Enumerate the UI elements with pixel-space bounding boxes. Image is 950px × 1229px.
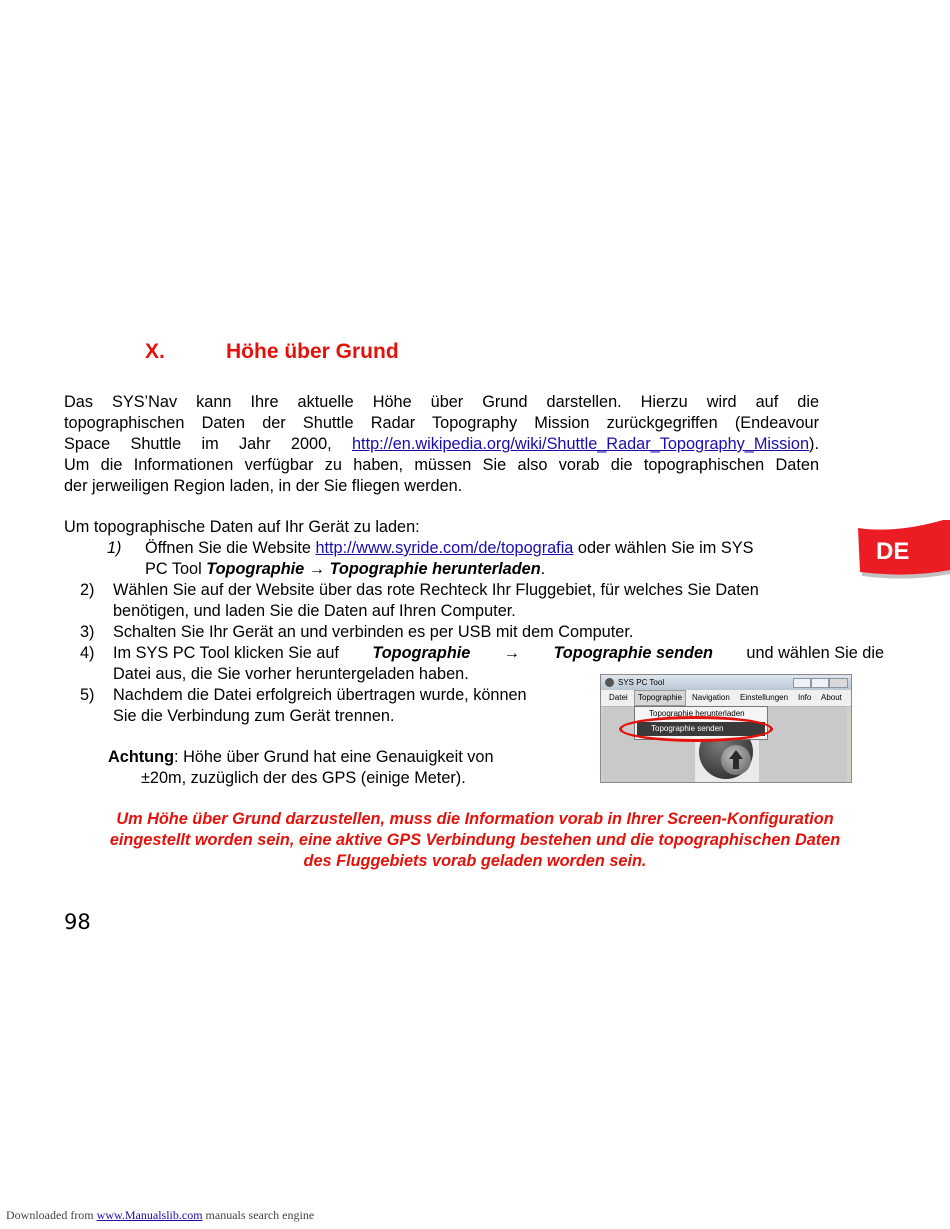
arrow-icon-2: → [503, 644, 521, 662]
page-number: 98 [64, 910, 91, 934]
step-1-text-end: oder wählen Sie im SYS [573, 539, 754, 557]
step-2-line-2: benötigen, und laden Sie die Daten auf Ihren Computer. [113, 602, 516, 620]
menu-topographie-label: Topographie [206, 560, 309, 578]
footer-prefix: Downloaded from [6, 1208, 97, 1222]
step-2-number: 2) [80, 581, 95, 599]
menu-einstellungen[interactable]: Einstellungen [740, 693, 789, 702]
note-text: : Höhe über Grund hat eine Genauigkeit von [174, 748, 494, 766]
warning-text [60, 809, 890, 872]
step-3-number: 3) [80, 623, 95, 641]
step-4-text: Im SYS PC Tool klicken Sie auf [113, 644, 339, 662]
note-label: Achtung [108, 748, 175, 766]
app-logo-icon [605, 678, 614, 687]
upload-arrow-icon [721, 745, 751, 775]
step-1-line-2 [145, 559, 545, 580]
section-heading [145, 340, 399, 364]
section-number: X. [145, 340, 165, 363]
menu-topographie[interactable]: Topographie [634, 690, 686, 706]
step-4-line-1 [113, 643, 884, 664]
window-menubar [601, 690, 851, 707]
menu-senden-label: Topographie senden [553, 644, 713, 662]
step-1-line-2-text: PC Tool [145, 560, 207, 578]
warning-line-1: Um Höhe über Grund darzustellen, muss die Information vorab in Ihrer Screen-Konfiguration [116, 810, 834, 828]
minimize-icon[interactable] [793, 678, 811, 688]
step-3-line-1: Schalten Sie Ihr Gerät an und verbinden es per USB mit dem Computer. [113, 623, 634, 641]
intro-paragraph [64, 392, 819, 497]
arrow-icon: → [308, 560, 326, 578]
step-1-number: 1) [107, 539, 122, 557]
steps-intro: Um topographische Daten auf Ihr Gerät zu laden: [64, 518, 420, 536]
intro-line-4: Um die Informationen verfügbar zu haben, müssen Sie also vorab die topographischen Daten [64, 456, 819, 474]
menu-herunterladen-label: Topographie herunterladen [325, 560, 541, 578]
step-1-text: Öffnen Sie die Website [145, 539, 316, 557]
window-title: SYS PC Tool [618, 678, 665, 687]
dropdown-item-senden[interactable]: Topographie senden [637, 722, 765, 736]
language-tab [858, 520, 950, 584]
menu-topographie-label-2: Topographie [372, 644, 471, 662]
highlight-ellipse [619, 716, 773, 742]
syride-link[interactable]: http://www.syride.com/de/topografia [315, 539, 574, 557]
manualslib-link[interactable]: www.Manualslib.com [96, 1208, 203, 1222]
language-tab-label: DE [876, 538, 910, 565]
intro-line-3 [64, 434, 819, 455]
wikipedia-link[interactable]: http://en.wikipedia.org/wiki/Shuttle_Radar_Topography_Mission [352, 435, 810, 453]
section-title: Höhe über Grund [226, 340, 399, 363]
menu-navigation[interactable]: Navigation [692, 693, 730, 702]
step-4-text-end: und wählen Sie die [746, 644, 884, 662]
step-2-line-1: Wählen Sie auf der Website über das rote Rechteck Ihr Fluggebiet, für welches Sie Daten [113, 581, 759, 599]
intro-line-2: topographischen Daten der Shuttle Radar Topography Mission zurückgegriffen (Endeavour [64, 414, 819, 432]
footer-text [6, 1208, 314, 1223]
intro-line-3-end: ). [809, 435, 819, 453]
note-line-2: ±20m, zuzüglich der des GPS (einige Meter). [141, 769, 466, 787]
step-4-number: 4) [80, 644, 95, 662]
menu-info[interactable]: Info [798, 693, 812, 702]
menu-about[interactable]: About [821, 693, 842, 702]
step-5-line-2: Sie die Verbindung zum Gerät trennen. [113, 707, 395, 725]
menu-datei[interactable]: Datei [609, 693, 628, 702]
note-line-1 [108, 747, 494, 768]
step-4-line-2: Datei aus, die Sie vorher heruntergeladen haben. [113, 665, 469, 683]
step-1-period: . [540, 560, 546, 578]
intro-line-3-text: Space Shuttle im Jahr 2000, [64, 435, 352, 453]
window-titlebar [601, 675, 851, 690]
step-5-line-1: Nachdem die Datei erfolgreich übertragen wurde, können [113, 686, 527, 704]
step-1-line-1 [145, 538, 753, 559]
step-5-number: 5) [80, 686, 95, 704]
intro-line-1: Das SYS’Nav kann Ihre aktuelle Höhe über Grund darstellen. Hierzu wird auf die [64, 393, 819, 411]
dropdown-item-herunterladen[interactable]: Topographie herunterladen [649, 709, 745, 718]
warning-line-3: des Fluggebiets vorab geladen worden sein. [303, 852, 647, 870]
maximize-icon[interactable] [811, 678, 829, 688]
intro-line-5: der jerweiligen Region laden, in der Sie fliegen werden. [64, 477, 463, 495]
close-icon[interactable] [829, 678, 848, 688]
footer-suffix: manuals search engine [202, 1208, 315, 1222]
sys-pc-tool-screenshot [600, 674, 852, 783]
warning-line-2: eingestellt worden sein, eine aktive GPS Verbindung bestehen und die topographischen Daten [109, 831, 841, 849]
